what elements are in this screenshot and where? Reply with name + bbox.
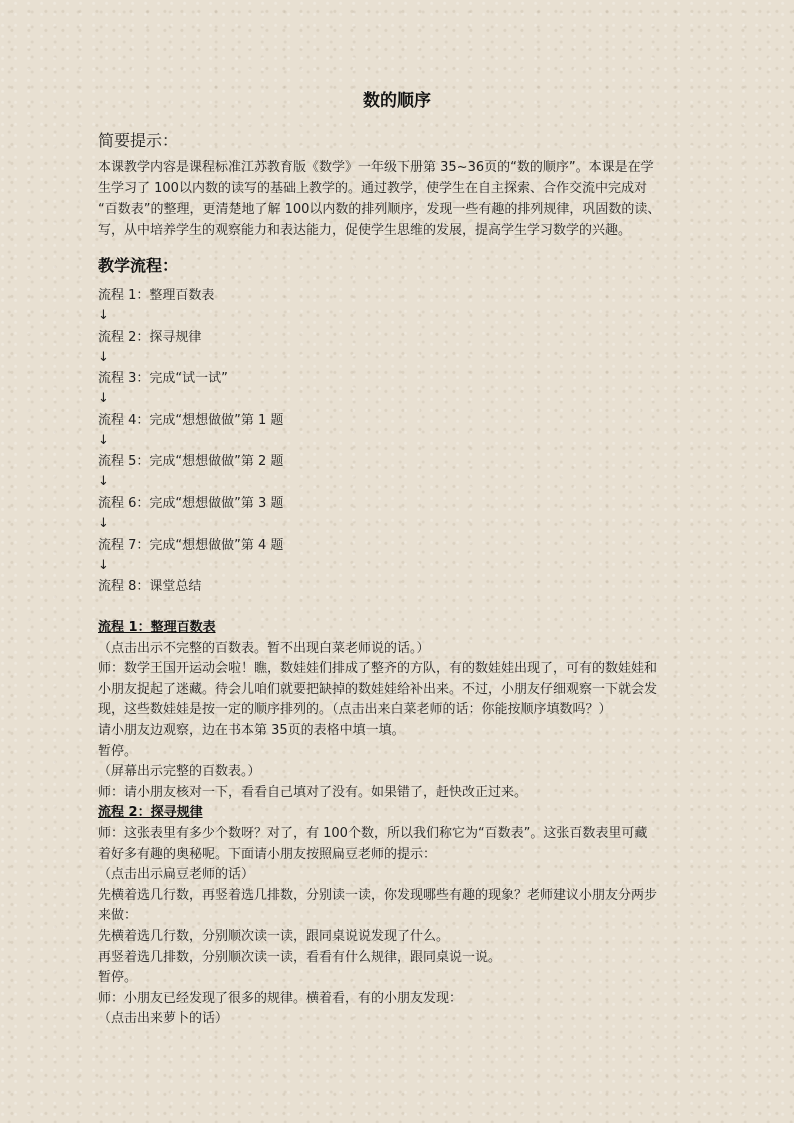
flow-step: 流程 4：完成“想想做做”第 1 题 (98, 412, 284, 428)
body-line: （点击出来萝卜的话） (98, 1011, 229, 1027)
flow-heading: 教学流程： (98, 256, 179, 275)
down-arrow-icon: ↓ (98, 308, 109, 323)
body-line: 师：请小朋友核对一下，看看自己填对了没有。如果错了，赶快改正过来。 (98, 784, 528, 800)
down-arrow-icon: ↓ (98, 474, 109, 490)
body-line: 来做： (98, 908, 138, 924)
down-arrow-icon: ↓ (98, 557, 109, 573)
down-arrow-icon: ↓ (98, 515, 109, 531)
body-line: 师：这张表里有多少个数呀？对了，有 100个数，所以我们称它为“百数表”。这张百数表里可藏 (98, 825, 648, 841)
body-line: 师：小朋友已经发现了很多的规律。横着看，有的小朋友发现： (98, 990, 463, 1006)
body-line: 暂停。 (98, 743, 138, 759)
brief-heading: 简要提示： (98, 131, 179, 150)
intro-paragraph (98, 157, 703, 241)
body-line: 先横着选几行数，分别顺次读一读，跟同桌说说发现了什么。 (98, 928, 450, 944)
body-line: 再竖着选几排数，分别顺次读一读，看看有什么规律，跟同桌说一说。 (98, 949, 502, 965)
body-line: 小朋友捉起了迷藏。待会儿咱们就要把缺掉的数娃娃给补出来。不过，小朋友仔细观察一下就会发 (98, 681, 658, 697)
body-line: （点击出示扁豆老师的话） (98, 867, 255, 883)
down-arrow-icon: ↓ (98, 349, 109, 365)
flow-step: 流程 7：完成“想想做做”第 4 题 (98, 537, 284, 553)
intro-line: “百数表”的整理，更清楚地了解 100以内数的排列顺序，发现一些有趣的排列规律，巩固数的读、 (98, 202, 661, 217)
section-heading: 流程 2：探寻规律 (98, 805, 203, 821)
intro-line: 本课教学内容是课程标准江苏教育版《数学》一年级下册第 35~36页的“数的顺序”。本课是在学 (98, 160, 654, 175)
body-line: 现，这些数娃娃是按一定的顺序排列的。（点击出来白菜老师的话：你能按顺序填数吗？） (98, 702, 612, 718)
body-line: 师：数学王国开运动会啦！瞧，数娃娃们排成了整齐的方队，有的数娃娃出现了，可有的数娃娃和 (98, 661, 658, 677)
flow-step: 流程 8：课堂总结 (98, 579, 202, 595)
intro-line: 生学习了 100以内数的读写的基础上教学的。通过教学，使学生在自主探索、合作交流中完成对 (98, 181, 647, 196)
lesson-body (98, 618, 708, 1030)
flow-list (98, 285, 283, 597)
body-line: 暂停。 (98, 970, 138, 986)
body-line: （点击出示不完整的百数表。暂不出现白菜老师说的话。） (98, 640, 430, 656)
down-arrow-icon: ↓ (98, 391, 109, 407)
down-arrow-icon: ↓ (98, 432, 109, 448)
flow-step: 流程 3：完成“试一试” (98, 371, 228, 387)
body-line: 请小朋友边观察，边在书本第 35页的表格中填一填。 (98, 722, 405, 738)
body-line: （屏幕出示完整的百数表。） (98, 764, 261, 780)
body-line: 先横着选几行数，再竖着选几排数，分别读一读，你发现哪些有趣的现象？老师建议小朋友分两步 (98, 887, 658, 903)
section-heading: 流程 1：整理百数表 (98, 620, 216, 635)
body-line: 着好多有趣的奥秘呢。下面请小朋友按照扁豆老师的提示： (98, 846, 437, 862)
flow-step: 流程 2：探寻规律 (98, 329, 202, 345)
intro-line: 写，从中培养学生的观察能力和表达能力，促使学生思维的发展，提高学生学习数学的兴趣。 (98, 223, 632, 238)
document-title: 数的顺序 (363, 91, 431, 111)
flow-step: 流程 5：完成“想想做做”第 2 题 (98, 454, 284, 470)
flow-step: 流程 6：完成“想想做做”第 3 题 (98, 495, 284, 511)
flow-step: 流程 1：整理百数表 (98, 288, 215, 303)
